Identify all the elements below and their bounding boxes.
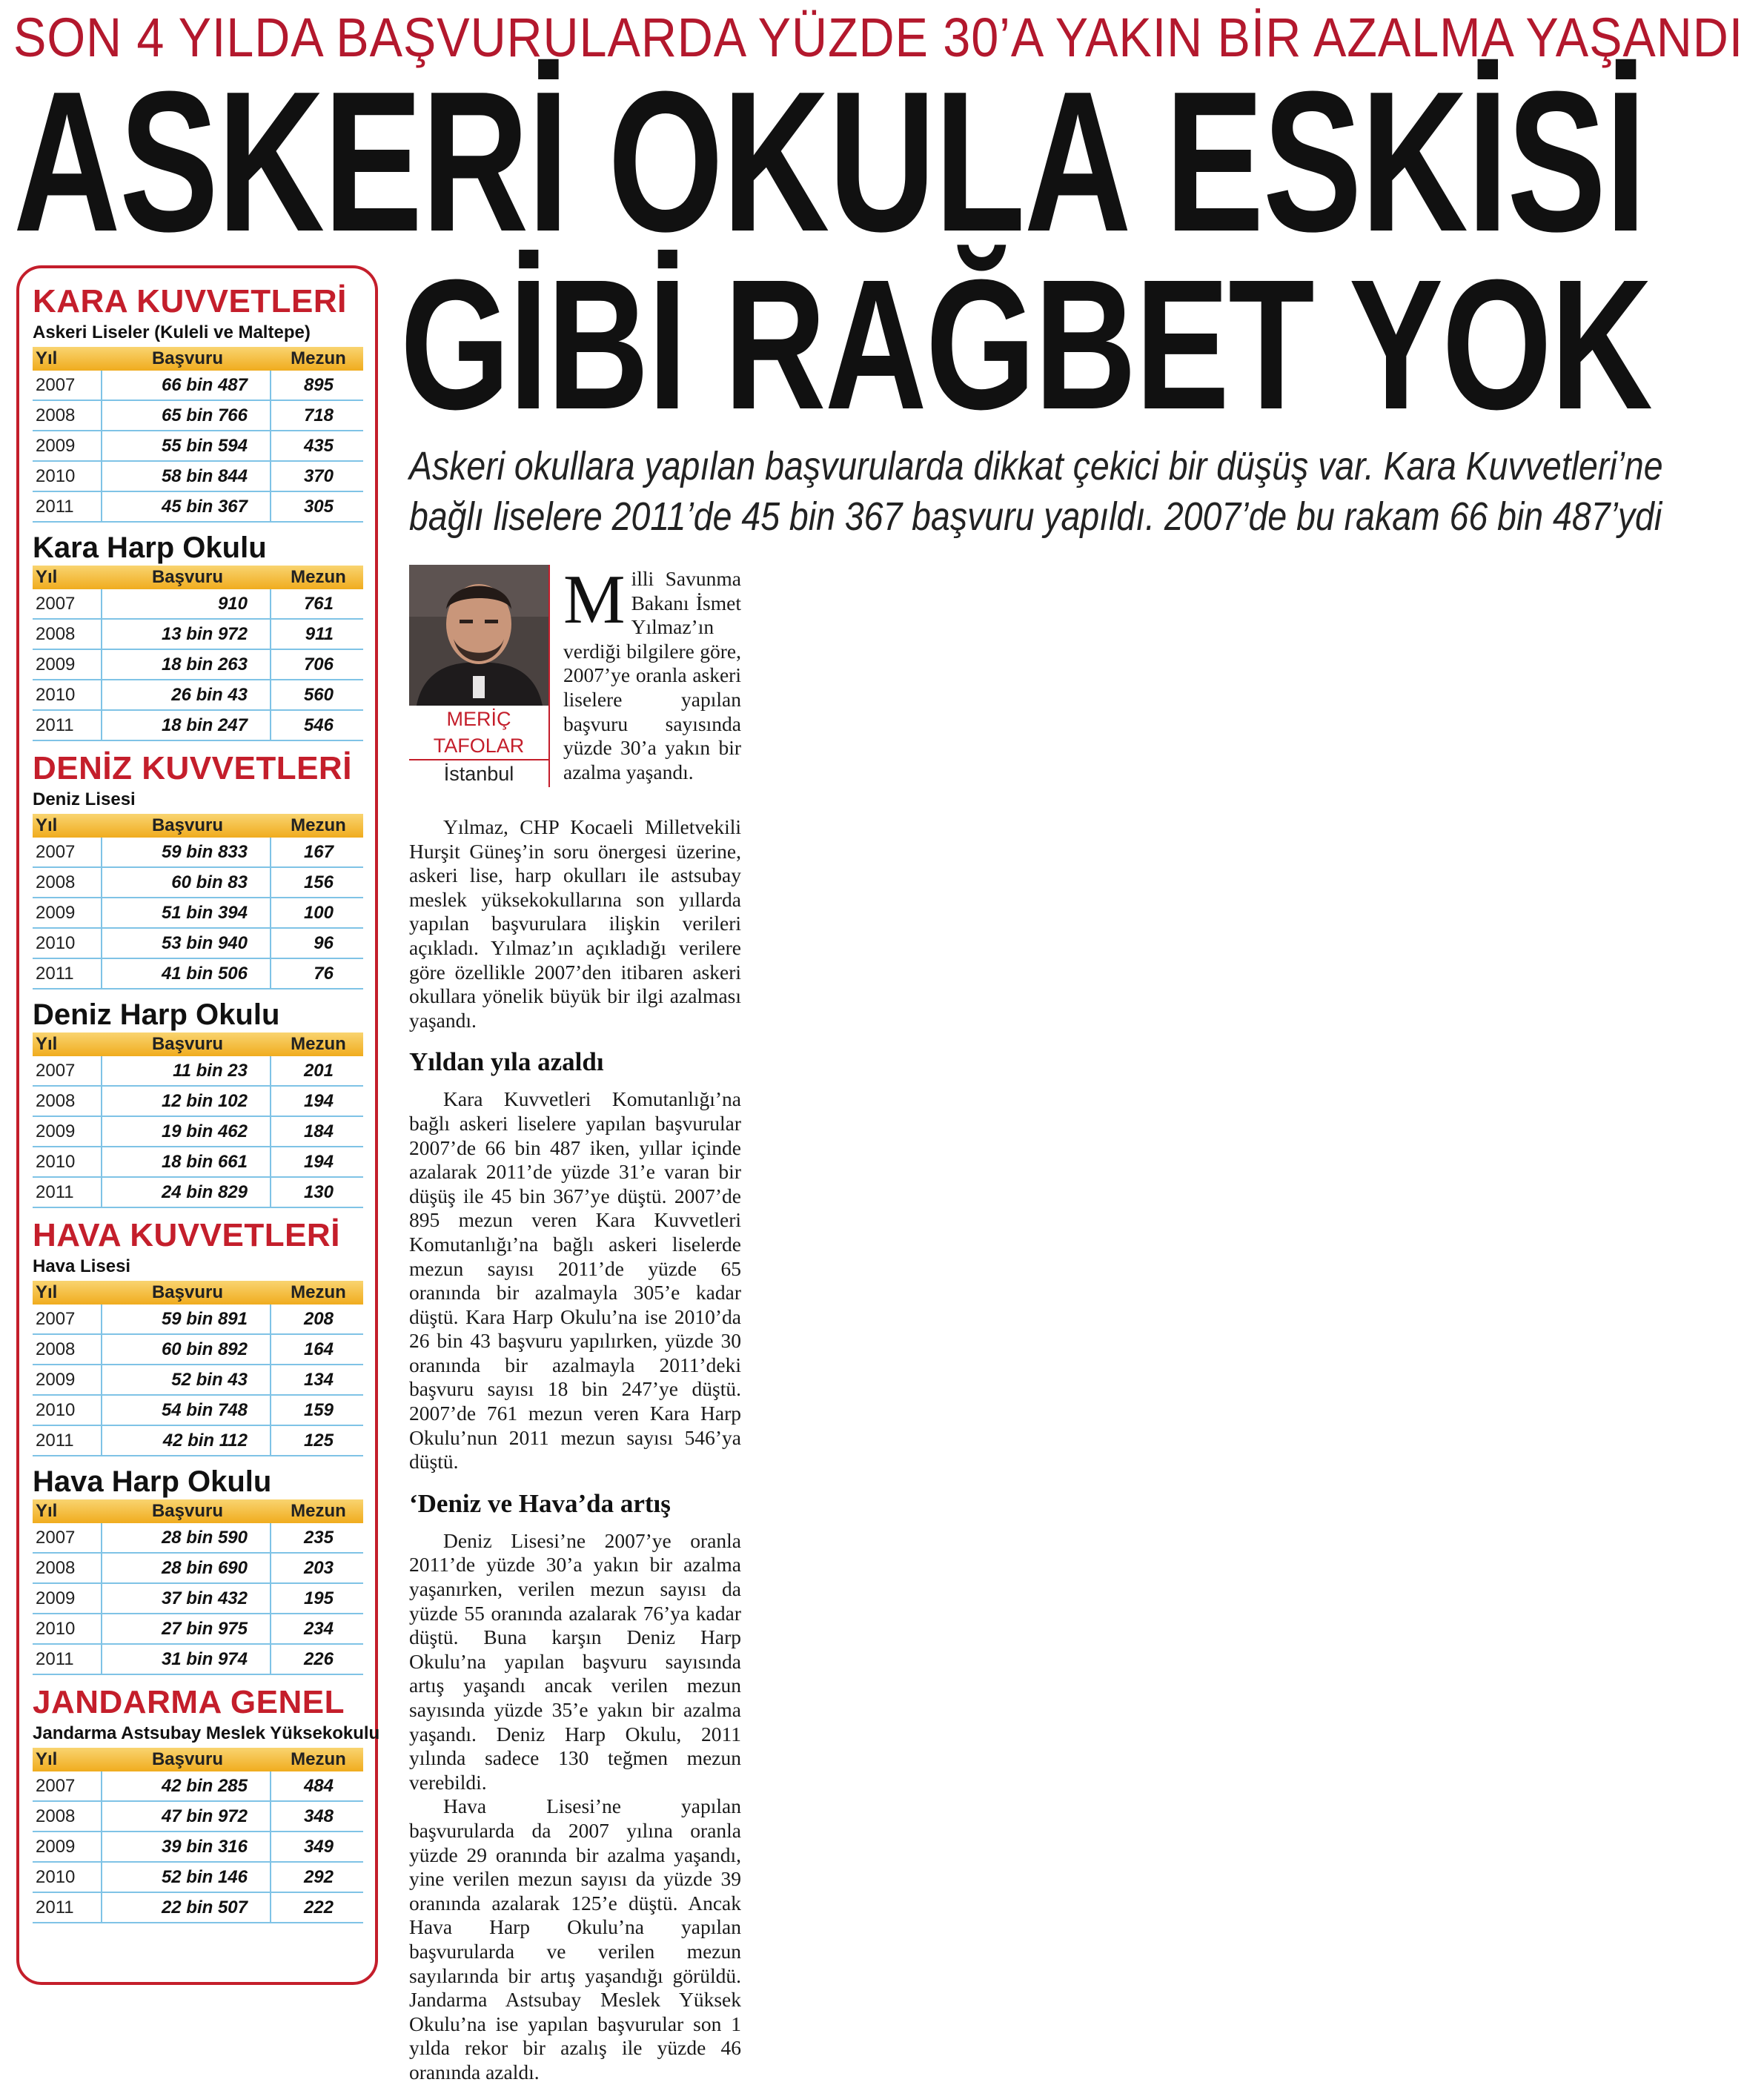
graduates-cell: 208 (271, 1305, 363, 1334)
article-paragraph-1: Milli Savunma Bakanı İsmet Yılmaz’ın verdiği bilgilere göre, 2007’ye oranla askeri liselere yapılan başvuru sayısında yüzde 30’a yakın bir azalma yaşandı. (563, 561, 741, 783)
applications-cell: 54 bin 748 (102, 1395, 271, 1425)
table-row (33, 710, 363, 740)
table-row (33, 1583, 363, 1614)
article-intro (563, 561, 741, 784)
applications-cell: 60 bin 892 (102, 1334, 271, 1365)
table-row (33, 1614, 363, 1644)
graduates-cell: 203 (271, 1553, 363, 1583)
school-title: Deniz Harp Okulu (33, 998, 280, 1031)
table-row (33, 1116, 363, 1147)
article-paragraph-3: Kara Kuvvetleri Komutanlığı’na bağlı askeri liselere yapılan başvurular 2007’de 66 bin 487 iken, yıllar içinde azalarak 2011’de yüzde 31’e varan bir düşüş ile 45 bin 367’ye düştü. 2007’de 895 mezun veren Kara Kuvvetleri Komutanlığı’na bağlı askeri liselerde mezun sayısı 2011’de yüzde 65 oranında bir azalmayla 305’e kadar düştü. Kara Harp Okulu’na ise 2010’da 26 bin 43 başvuru yapılırken, yüzde 30 oranında bir azalmayla 2011’deki başvuru sayısı 18 bin 247’ye düştü. 2007’de 761 mezun veren Kara Harp Okulu’nun 2011 mezun sayısı 546’ya düştü. (409, 1087, 741, 1474)
column-header-graduates: Mezun (271, 566, 363, 589)
deck-line-2: bağlı liselere 2011’de 45 bin 367 başvuru yapıldı. 2007’de bu rakam 66 bin 487’ydi (409, 494, 1662, 539)
applications-cell: 65 bin 766 (102, 400, 271, 431)
school-title: Jandarma Astsubay Meslek Yüksekokulu (33, 1723, 380, 1743)
table-row (33, 1147, 363, 1177)
table-header-row (33, 1281, 363, 1305)
table-header-row (33, 1032, 363, 1056)
year-cell: 2011 (33, 1892, 102, 1923)
graduates-cell: 195 (271, 1583, 363, 1614)
graduates-cell: 484 (271, 1771, 363, 1801)
graduates-cell: 895 (271, 371, 363, 400)
graduates-cell: 349 (271, 1832, 363, 1862)
section-title: HAVA KUVVETLERİ (33, 1217, 340, 1253)
table-row (33, 1644, 363, 1674)
applications-cell: 37 bin 432 (102, 1583, 271, 1614)
year-cell: 2007 (33, 1523, 102, 1553)
year-cell: 2009 (33, 1583, 102, 1614)
deck-line-1: Askeri okullara yapılan başvurularda dikkat çekici bir düşüş var. Kara Kuvvetleri’ne (409, 444, 1663, 488)
table-row (33, 371, 363, 400)
column-header-applications: Başvuru (102, 814, 271, 838)
year-cell: 2009 (33, 1365, 102, 1395)
year-cell: 2009 (33, 649, 102, 680)
applications-cell: 18 bin 247 (102, 710, 271, 740)
table-row (33, 1425, 363, 1456)
year-cell: 2011 (33, 710, 102, 740)
deck (409, 441, 1736, 542)
data-table (33, 347, 363, 523)
graduates-cell: 718 (271, 400, 363, 431)
section-title: DENİZ KUVVETLERİ (33, 750, 352, 786)
graduates-cell: 370 (271, 461, 363, 491)
author-photo (409, 565, 548, 706)
table-row (33, 867, 363, 898)
column-header-graduates: Mezun (271, 1748, 363, 1771)
table-header-row (33, 814, 363, 838)
applications-cell: 24 bin 829 (102, 1177, 271, 1207)
graduates-cell: 348 (271, 1801, 363, 1832)
year-cell: 2008 (33, 867, 102, 898)
table-row (33, 1086, 363, 1116)
section-title: JANDARMA GENEL (33, 1684, 345, 1720)
graduates-cell: 194 (271, 1086, 363, 1116)
graduates-cell: 546 (271, 710, 363, 740)
year-cell: 2007 (33, 1771, 102, 1801)
year-cell: 2011 (33, 958, 102, 989)
year-cell: 2009 (33, 898, 102, 928)
table-row (33, 1523, 363, 1553)
applications-cell: 55 bin 594 (102, 431, 271, 461)
data-table (33, 1032, 363, 1208)
applications-cell: 13 bin 972 (102, 619, 271, 649)
applications-cell: 12 bin 102 (102, 1086, 271, 1116)
statistics-sidebar (16, 265, 378, 1985)
table-row (33, 1365, 363, 1395)
applications-cell: 28 bin 590 (102, 1523, 271, 1553)
applications-cell: 51 bin 394 (102, 898, 271, 928)
data-table (33, 1499, 363, 1675)
year-cell: 2007 (33, 838, 102, 867)
graduates-cell: 96 (271, 928, 363, 958)
year-cell: 2008 (33, 1801, 102, 1832)
column-header-graduates: Mezun (271, 347, 363, 371)
graduates-cell: 706 (271, 649, 363, 680)
year-cell: 2010 (33, 461, 102, 491)
article-body (409, 815, 741, 2085)
table-header-row (33, 566, 363, 589)
year-cell: 2010 (33, 1614, 102, 1644)
table-row (33, 1305, 363, 1334)
column-header-year: Yıl (33, 1748, 102, 1771)
kicker: SON 4 YILDA BAŞVURULARDA YÜZDE 30’A YAKIN BİR AZALMA YAŞANDI (13, 7, 1744, 68)
table-row (33, 1771, 363, 1801)
applications-cell: 28 bin 690 (102, 1553, 271, 1583)
column-header-applications: Başvuru (102, 1281, 271, 1305)
applications-cell: 42 bin 285 (102, 1771, 271, 1801)
year-cell: 2010 (33, 1147, 102, 1177)
table-row (33, 1553, 363, 1583)
applications-cell: 59 bin 833 (102, 838, 271, 867)
data-table (33, 1281, 363, 1456)
year-cell: 2010 (33, 680, 102, 710)
table-row (33, 958, 363, 989)
table-row (33, 491, 363, 522)
table-row (33, 431, 363, 461)
year-cell: 2008 (33, 1086, 102, 1116)
applications-cell: 26 bin 43 (102, 680, 271, 710)
graduates-cell: 201 (271, 1056, 363, 1086)
applications-cell: 45 bin 367 (102, 491, 271, 522)
graduates-cell: 76 (271, 958, 363, 989)
column-header-graduates: Mezun (271, 1499, 363, 1523)
school-title: Kara Harp Okulu (33, 531, 267, 564)
year-cell: 2010 (33, 928, 102, 958)
column-header-applications: Başvuru (102, 1499, 271, 1523)
year-cell: 2009 (33, 431, 102, 461)
column-header-year: Yıl (33, 1032, 102, 1056)
table-header-row (33, 1499, 363, 1523)
table-row (33, 1056, 363, 1086)
column-header-applications: Başvuru (102, 1748, 271, 1771)
applications-cell: 11 bin 23 (102, 1056, 271, 1086)
graduates-cell: 184 (271, 1116, 363, 1147)
graduates-cell: 100 (271, 898, 363, 928)
column-header-graduates: Mezun (271, 1281, 363, 1305)
applications-cell: 59 bin 891 (102, 1305, 271, 1334)
applications-cell: 18 bin 661 (102, 1147, 271, 1177)
table-row (33, 1395, 363, 1425)
table-row (33, 928, 363, 958)
graduates-cell: 159 (271, 1395, 363, 1425)
year-cell: 2007 (33, 589, 102, 619)
table-row (33, 461, 363, 491)
section-title: KARA KUVVETLERİ (33, 283, 347, 319)
author-portrait-icon (409, 565, 548, 706)
applications-cell: 66 bin 487 (102, 371, 271, 400)
table-row (33, 1801, 363, 1832)
applications-cell: 910 (102, 589, 271, 619)
year-cell: 2007 (33, 371, 102, 400)
applications-cell: 27 bin 975 (102, 1614, 271, 1644)
byline-name (409, 706, 548, 759)
graduates-cell: 560 (271, 680, 363, 710)
byline-name-line-2: TAFOLAR (433, 735, 525, 757)
graduates-cell: 911 (271, 619, 363, 649)
data-table (33, 814, 363, 990)
year-cell: 2008 (33, 1334, 102, 1365)
applications-cell: 47 bin 972 (102, 1801, 271, 1832)
applications-cell: 53 bin 940 (102, 928, 271, 958)
graduates-cell: 222 (271, 1892, 363, 1923)
applications-cell: 31 bin 974 (102, 1644, 271, 1674)
school-title: Askeri Liseler (Kuleli ve Maltepe) (33, 322, 311, 342)
table-row (33, 400, 363, 431)
applications-cell: 41 bin 506 (102, 958, 271, 989)
year-cell: 2010 (33, 1862, 102, 1892)
applications-cell: 39 bin 316 (102, 1832, 271, 1862)
dropcap: M (563, 561, 626, 638)
year-cell: 2010 (33, 1395, 102, 1425)
year-cell: 2008 (33, 400, 102, 431)
graduates-cell: 125 (271, 1425, 363, 1456)
table-row (33, 1892, 363, 1923)
table-header-row (33, 1748, 363, 1771)
subhead-2: ‘Deniz ve Hava’da artış (409, 1488, 671, 1518)
applications-cell: 60 bin 83 (102, 867, 271, 898)
year-cell: 2011 (33, 1177, 102, 1207)
table-row (33, 589, 363, 619)
table-row (33, 1862, 363, 1892)
graduates-cell: 292 (271, 1862, 363, 1892)
table-row (33, 898, 363, 928)
graduates-cell: 235 (271, 1523, 363, 1553)
graduates-cell: 435 (271, 431, 363, 461)
column-header-applications: Başvuru (102, 347, 271, 371)
school-title: Hava Lisesi (33, 1256, 131, 1276)
graduates-cell: 226 (271, 1644, 363, 1674)
table-row (33, 619, 363, 649)
column-header-year: Yıl (33, 1281, 102, 1305)
table-row (33, 649, 363, 680)
year-cell: 2011 (33, 1644, 102, 1674)
year-cell: 2011 (33, 1425, 102, 1456)
year-cell: 2009 (33, 1832, 102, 1862)
table-row (33, 1177, 363, 1207)
year-cell: 2011 (33, 491, 102, 522)
table-row (33, 838, 363, 867)
year-cell: 2009 (33, 1116, 102, 1147)
column-header-year: Yıl (33, 566, 102, 589)
graduates-cell: 134 (271, 1365, 363, 1395)
table-header-row (33, 347, 363, 371)
applications-cell: 58 bin 844 (102, 461, 271, 491)
article-paragraph-2: Yılmaz, CHP Kocaeli Milletvekili Hurşit Güneş’in soru önergesi üzerine, askeri lise, harp okulları ile astsubay meslek yüksekokullarına son yıllarda yapılan başvurulara ilişkin verileri açıkladı. Yılmaz’ın açıkladığı verilere göre özellikle 2007’den itibaren askeri okullara yönelik büyük bir ilgi azalması yaşandı. (409, 815, 741, 1032)
year-cell: 2008 (33, 1553, 102, 1583)
column-header-graduates: Mezun (271, 814, 363, 838)
column-header-year: Yıl (33, 347, 102, 371)
school-title: Deniz Lisesi (33, 789, 136, 809)
graduates-cell: 156 (271, 867, 363, 898)
graduates-cell: 761 (271, 589, 363, 619)
byline-name-line-1: MERİÇ (446, 708, 511, 730)
school-title: Hava Harp Okulu (33, 1465, 272, 1498)
column-header-year: Yıl (33, 814, 102, 838)
graduates-cell: 164 (271, 1334, 363, 1365)
table-row (33, 1334, 363, 1365)
applications-cell: 42 bin 112 (102, 1425, 271, 1456)
subhead-1: Yıldan yıla azaldı (409, 1047, 604, 1077)
year-cell: 2007 (33, 1305, 102, 1334)
column-header-applications: Başvuru (102, 1032, 271, 1056)
data-table (33, 1748, 363, 1923)
byline-city: İstanbul (409, 759, 548, 787)
year-cell: 2007 (33, 1056, 102, 1086)
table-row (33, 1832, 363, 1862)
headline-line-2: GİBİ RAĞBET YOK (400, 241, 1652, 448)
graduates-cell: 194 (271, 1147, 363, 1177)
graduates-cell: 130 (271, 1177, 363, 1207)
sidebar-content (33, 282, 380, 1931)
article-paragraph-5: Hava Lisesi’ne yapılan başvurularda da 2007 yılına oranla yüzde 29 oranında bir azalma yaşandı, yine verilen mezun sayısı da yüzde 39 oranında azalarak 125’e düştü. Ancak Hava Harp Okulu’na yapılan başvurularda ve verilen mezun sayılarında bir artış yaşandığı görüldü. Jandarma Astsubay Meslek Yüksek Okulu’na ise yapılan başvurular son 1 yılda rekor bir azalış ile yüzde 46 oranında azaldı. (409, 1794, 741, 2084)
column-header-year: Yıl (33, 1499, 102, 1523)
column-header-graduates: Mezun (271, 1032, 363, 1056)
graduates-cell: 234 (271, 1614, 363, 1644)
author-box (409, 565, 550, 787)
applications-cell: 52 bin 43 (102, 1365, 271, 1395)
applications-cell: 52 bin 146 (102, 1862, 271, 1892)
headline-line-1: ASKERİ OKULA ESKİSİ (13, 50, 1645, 274)
data-table (33, 566, 363, 741)
graduates-cell: 167 (271, 838, 363, 867)
applications-cell: 18 bin 263 (102, 649, 271, 680)
article-paragraph-4: Deniz Lisesi’ne 2007’ye oranla 2011’de yüzde 30’a yakın bir azalma yaşanırken, verilen mezun sayısı da yüzde 55 oranında azalarak 76’ya kadar düştü. Buna karşın Deniz Harp Okulu’na yapılan başvuru sayısında artış yaşandı ancak verilen mezun sayısında yüzde 35’e yakın bir azalma yaşandı. Deniz Harp Okulu, 2011 yılında sadece 130 teğmen mezun verebildi. (409, 1528, 741, 1794)
applications-cell: 19 bin 462 (102, 1116, 271, 1147)
table-row (33, 680, 363, 710)
graduates-cell: 305 (271, 491, 363, 522)
column-header-applications: Başvuru (102, 566, 271, 589)
year-cell: 2008 (33, 619, 102, 649)
applications-cell: 22 bin 507 (102, 1892, 271, 1923)
